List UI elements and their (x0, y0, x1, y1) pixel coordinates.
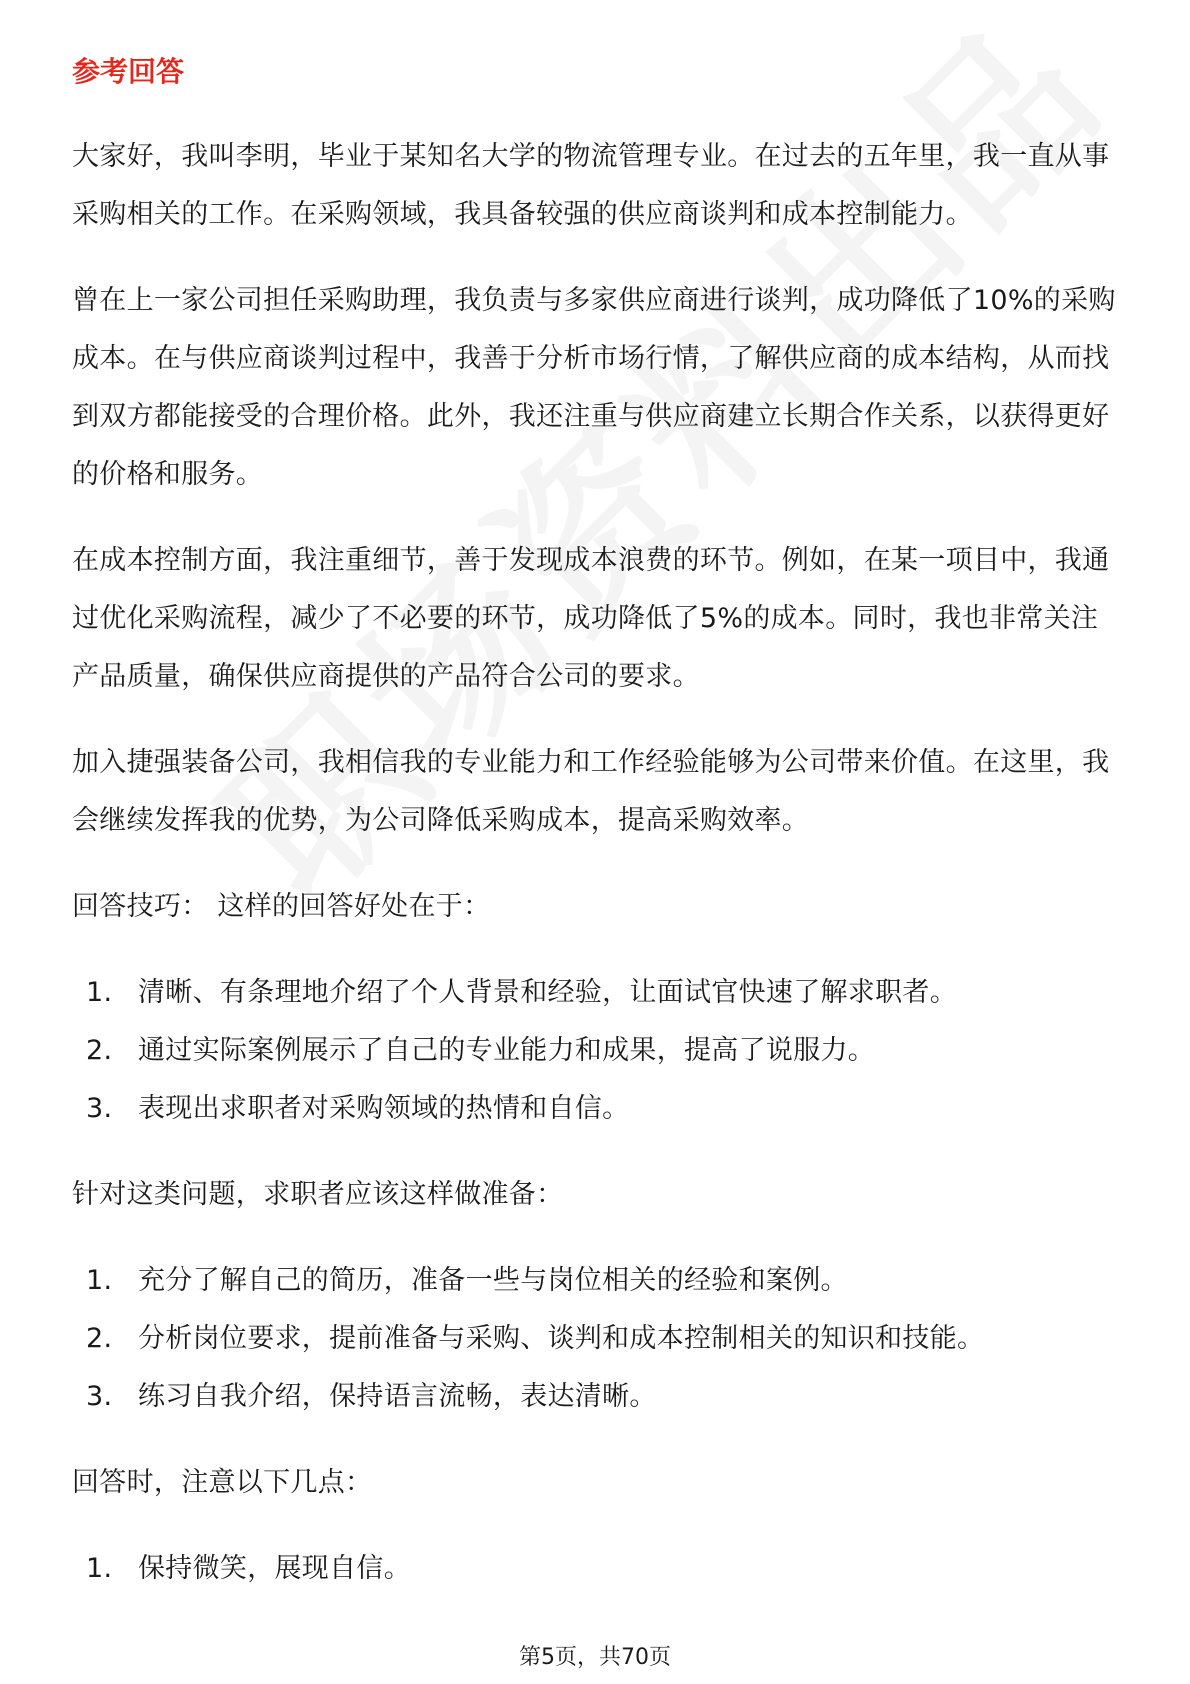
list-item (72, 1368, 1122, 1426)
list-text: 通过实际案例展示了自己的专业能力和成果，提高了说服力。 (138, 1035, 876, 1066)
list-number: 2. (86, 1323, 113, 1354)
page-number: 第5页，共70页 (519, 1645, 671, 1670)
notes-intro: 回答时，注意以下几点： (72, 1467, 373, 1498)
list-item (72, 1022, 1122, 1080)
list-number: 3. (86, 1093, 113, 1124)
list-number: 2. (86, 1035, 113, 1066)
list-number: 1. (86, 1265, 113, 1296)
list-item (72, 1540, 1122, 1598)
tips-list (72, 964, 1122, 1138)
list-item (72, 1080, 1122, 1138)
list-number: 1. (86, 1553, 113, 1584)
list-item (72, 964, 1122, 1022)
notes-list (72, 1540, 1122, 1598)
list-text: 清晰、有条理地介绍了个人背景和经验，让面试官快速了解求职者。 (138, 977, 957, 1008)
list-text: 分析岗位要求，提前准备与采购、谈判和成本控制相关的知识和技能。 (138, 1323, 985, 1354)
list-text: 保持微笑，展现自信。 (138, 1553, 411, 1584)
list-number: 1. (86, 977, 113, 1008)
list-text: 表现出求职者对采购领域的热情和自信。 (138, 1093, 630, 1124)
prep-list (72, 1252, 1122, 1426)
list-item (72, 1310, 1122, 1368)
list-text: 练习自我介绍，保持语言流畅，表达清晰。 (138, 1381, 657, 1412)
list-number: 3. (86, 1381, 113, 1412)
paragraph-1: 大家好，我叫李明，毕业于某知名大学的物流管理专业。在过去的五年里，我一直从事采购相关的工作。在采购领域，我具备较强的供应商谈判和成本控制能力。 (72, 141, 1110, 230)
paragraph-3: 在成本控制方面，我注重细节，善于发现成本浪费的环节。例如，在某一项目中，我通过优化采购流程，减少了不必要的环节，成功降低了5%的成本。同时，我也非常关注产品质量，确保供应商提供的产品符合公司的要求。 (72, 545, 1110, 692)
paragraph-2: 曾在上一家公司担任采购助理，我负责与多家供应商进行谈判，成功降低了10%的采购成本。在与供应商谈判过程中，我善于分析市场行情，了解供应商的成本结构，从而找到双方都能接受的合理价格。此外，我还注重与供应商建立长期合作关系，以获得更好的价格和服务。 (72, 285, 1116, 490)
prep-intro: 针对这类问题，求职者应该这样做准备： (72, 1179, 564, 1210)
section-heading: 参考回答 (72, 55, 185, 88)
list-item (72, 1252, 1122, 1310)
list-text: 充分了解自己的简历，准备一些与岗位相关的经验和案例。 (138, 1265, 848, 1296)
tips-intro: 回答技巧： 这样的回答好处在于： (72, 891, 491, 922)
paragraph-4: 加入捷强装备公司，我相信我的专业能力和工作经验能够为公司带来价值。在这里，我会继续发挥我的优势，为公司降低采购成本，提高采购效率。 (72, 747, 1110, 836)
document-body (72, 48, 1122, 1626)
